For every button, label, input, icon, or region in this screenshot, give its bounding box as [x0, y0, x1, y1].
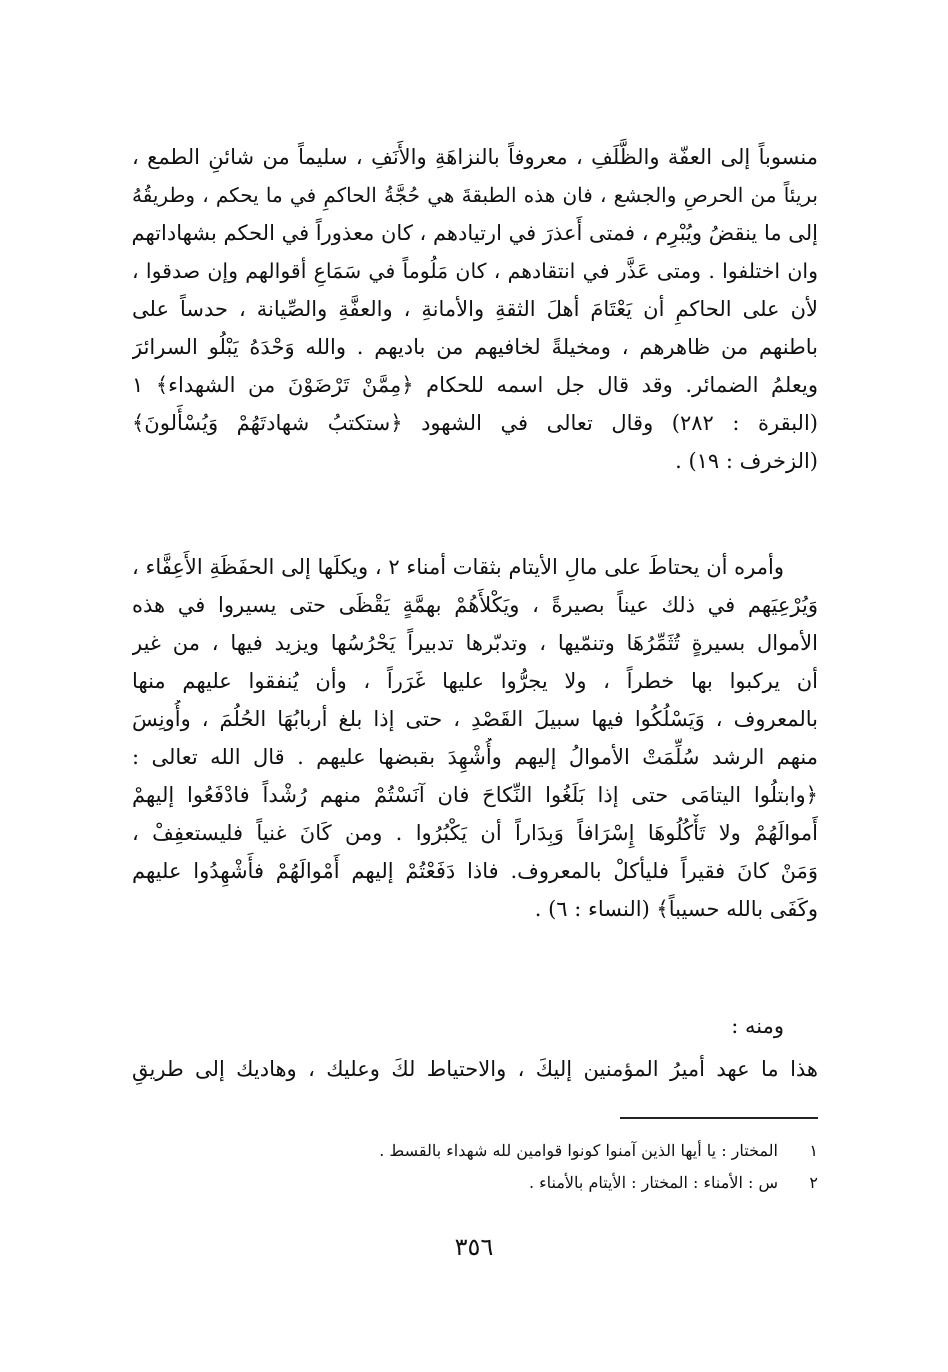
footnote-divider — [620, 1117, 818, 1119]
text-line: أَموالَهُمْ ولا تَأْكُلُوهَا إِسْرَافاً وَبِدَاراً أن يَكْبُرُوا . ومن كَانَ غنياً فليستعفِفْ ، — [132, 821, 818, 845]
text-line: وأمره أن يحتاطَ على مالِ الأيتام بثقات أمناء ٢ ، ويكلَها إلى الحفَظَةِ الأَعِفَّاء ، — [132, 555, 785, 579]
footnote-text: المختار : يا أيها الذين آمنوا كونوا قوامين لله شهداء بالقسط . — [379, 1141, 778, 1160]
text-line: هذا ما عهد أميرُ المؤمنين إليكَ ، والاحتياط لكَ وعليك ، وهاديك إلى طريقِ — [132, 1057, 818, 1081]
text-line: وَمَنْ كانَ فقيراً فليأكلْ بالمعروف. فاذا دَفَعْتُمْ إليهم أَمْوالَهُمْ فأَشْهِدُوا عليهم — [132, 859, 818, 883]
text-line: أن يركبوا بها خطراً ، ولا يجرُّوا عليها غَرَراً ، وأن يُنفقوا عليهم منها — [132, 669, 818, 693]
footnote-item — [132, 1167, 818, 1199]
section-heading: ومنه : — [731, 1014, 784, 1038]
footnote-number: ١ — [809, 1141, 818, 1160]
text-line: وان اختلفوا . ومتى عَذَّر في انتقادهم ، كان مَلُوماً في سَمَاعِ أقوالهم وإن صدقوا ، — [132, 259, 818, 283]
text-line: الأموال بسيرةٍ تُثَمِّرُهَا وتنمّيها ، وتدبّرها تدبيراً يَحْرُسُها ويزيد فيها ، من غير — [132, 631, 818, 655]
text-line: إلى ما ينقضُ ويُبْرِم ، فمتى أَعذرَ في ارتيادهم ، كان معذوراً في الحكم بشهاداتهم — [132, 221, 818, 245]
paragraph-2 — [132, 548, 818, 928]
paragraph-1 — [132, 138, 818, 480]
text-line: لأن على الحاكمِ أن يَعْتَامَ أهلَ الثقةِ والأمانةِ ، والعفَّةِ والصِّيانة ، حدساً على — [132, 297, 818, 321]
text-line: بالمعروف ، وَيَسْلُكُوا فيها سبيلَ القَصْدِ ، حتى إذا بلغ أربابُهَا الحُلُمَ ، وأُونِسَ — [132, 707, 818, 731]
text-line: (الزخرف : ١٩) . — [675, 449, 818, 473]
text-line: منهم الرشد سُلِّمَتْ الأموالُ إليهم وأُشْهِدَ بقبضها عليهم . قال الله تعالى : — [132, 745, 818, 769]
footnotes — [132, 1135, 818, 1199]
paragraph-3 — [132, 1002, 818, 1088]
text-line: ويعلمُ الضمائر. وقد قال جل اسمه للحكام ﴿مِمَّنْ تَرْضَوْنَ من الشهداء﴾ ١ — [132, 373, 818, 397]
page-number: ٣٥٦ — [454, 1233, 494, 1261]
text-line: بريئاً من الحرصِ والجشع ، فان هذه الطبقةَ هي حُجَّةُ الحاكمِ في ما يحكم ، وطريقُهُ — [132, 183, 818, 207]
footnote-text: س : الأمناء : المختار : الأيتام بالأمناء . — [528, 1173, 778, 1192]
footnote-number: ٢ — [809, 1173, 818, 1192]
text-line: باطنهم من ظاهرهم ، ومخيلةً لخافيهم من باديهم . والله وَحْدَهُ يَبْلُو السرائرَ — [132, 335, 818, 359]
text-line: ﴿وابتلُوا اليتامَى حتى إذا بَلَغُوا النِّكاحَ فان آنَسْتُمْ منهم رُشْداً فادْفَعُوا إليهمْ — [132, 783, 818, 807]
text-line: وَيُرْعِيَهم في ذلك عيناً بصيرةً ، ويَكْلأَهُمْ بهمَّةٍ يَقْظَى حتى يسيروا في هذه — [132, 593, 818, 617]
text-line: منسوباً إلى العفّة والظَّلَفِ ، معروفاً بالنزاهَةِ والأَنَفِ ، سليماً من شائنِ الطمع ، — [132, 145, 818, 169]
text-line: (البقرة : ٢٨٢) وقال تعالى في الشهود ﴿ستكتبُ شهادتَهُمْ وَيُسْأَلونَ﴾ — [132, 411, 818, 435]
text-line: وكَفَى بالله حسيباً﴾ (النساء : ٦) . — [534, 897, 818, 921]
footnote-item — [132, 1135, 818, 1167]
